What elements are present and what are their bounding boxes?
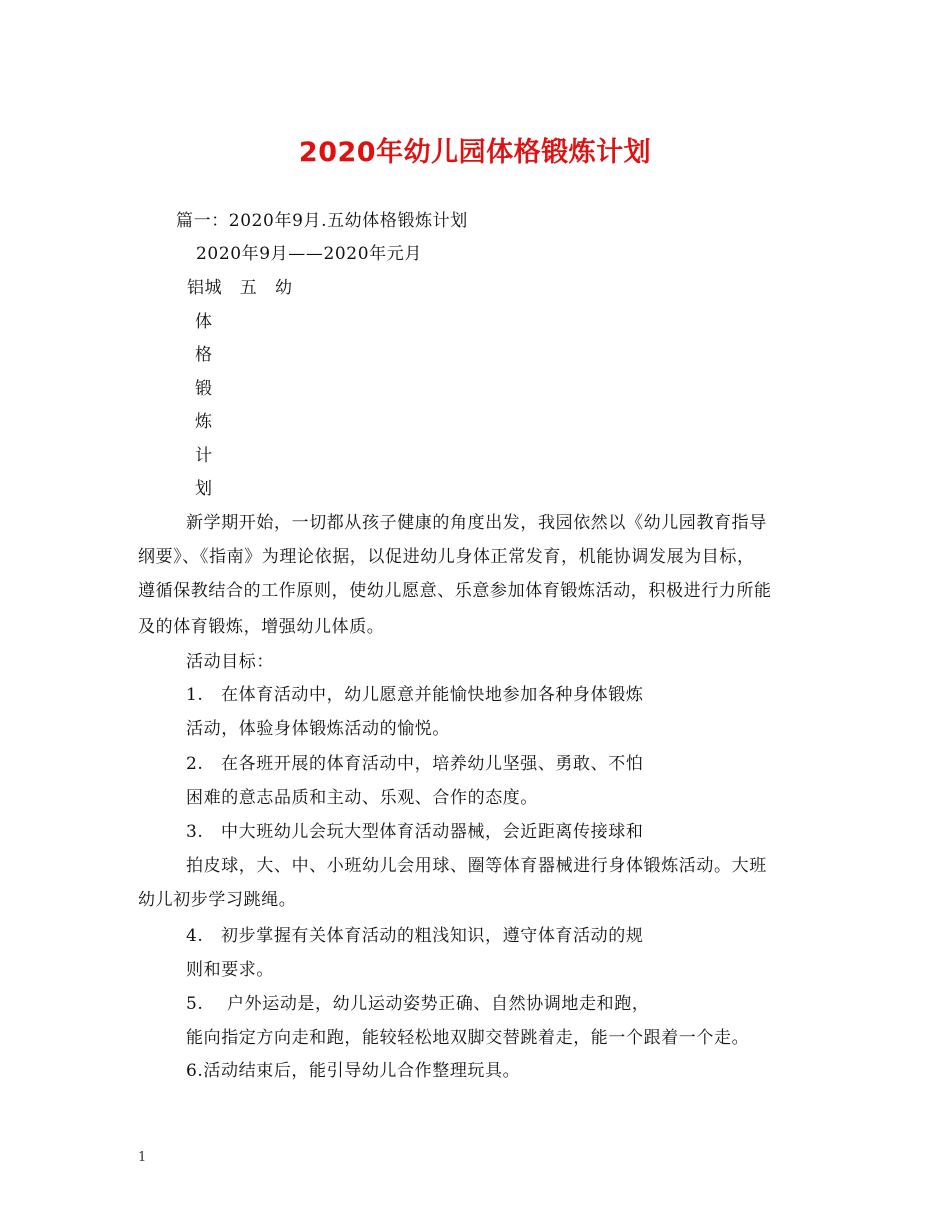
document-title: 2020年幼儿园体格锻炼计划 — [298, 137, 652, 168]
vertical-char: 划 — [195, 479, 212, 499]
goal-line: 困难的意志品质和主动、乐观、合作的态度。 — [186, 788, 538, 808]
intro-line: 及的体育锻炼，增强幼儿体质。 — [138, 617, 385, 637]
goal-line: 1. 在体育活动中，幼儿愿意并能愉快地参加各种身体锻炼 — [186, 685, 644, 705]
intro-line: 新学期开始，一切都从孩子健康的角度出发，我园依然以《幼儿园教育指导 — [186, 513, 767, 533]
goal-line: 4. 初步掌握有关体育活动的粗浅知识，遵守体育活动的规 — [186, 926, 644, 946]
goal-line: 幼儿初步学习跳绳。 — [138, 890, 297, 910]
goal-line: 能向指定方向走和跑，能较轻松地双脚交替跳着走，能一个跟着一个走。 — [186, 1028, 750, 1048]
header-line: 篇一：2020年9月.五幼体格锻炼计划 — [176, 211, 468, 231]
vertical-char: 计 — [195, 446, 212, 466]
goals-heading: 活动目标： — [186, 652, 274, 672]
goal-line: 5. 户外运动是，幼儿运动姿势正确、自然协调地走和跑， — [186, 994, 650, 1014]
goal-line: 2. 在各班开展的体育活动中，培养幼儿坚强、勇敢、不怕 — [186, 754, 644, 774]
vertical-char: 体 — [195, 312, 212, 332]
vertical-char: 格 — [195, 345, 212, 365]
goal-line: 拍皮球，大、中、小班幼儿会用球、圈等体育器械进行身体锻炼活动。大班 — [186, 856, 767, 876]
intro-line: 遵循保教结合的工作原则，使幼儿愿意、乐意参加体育锻炼活动，积极进行力所能 — [138, 581, 772, 601]
goal-line: 3. 中大班幼儿会玩大型体育活动器械，会近距离传接球和 — [186, 822, 644, 842]
goal-line: 则和要求。 — [186, 960, 274, 980]
intro-line: 纲要》、《指南》为理论依据，以促进幼儿身体正常发育，机能协调发展为目标， — [138, 547, 755, 567]
date-range: 2020年9月——2020年元月 — [196, 244, 422, 264]
vertical-char: 炼 — [195, 412, 212, 432]
goal-line: 6.活动结束后，能引导幼儿合作整理玩具。 — [186, 1061, 521, 1081]
vertical-char: 锻 — [195, 379, 212, 399]
page-number: 1 — [138, 1150, 147, 1165]
org-line: 铝城 五 幼 — [187, 278, 293, 298]
goal-line: 活动，体验身体锻炼活动的愉悦。 — [186, 719, 450, 739]
